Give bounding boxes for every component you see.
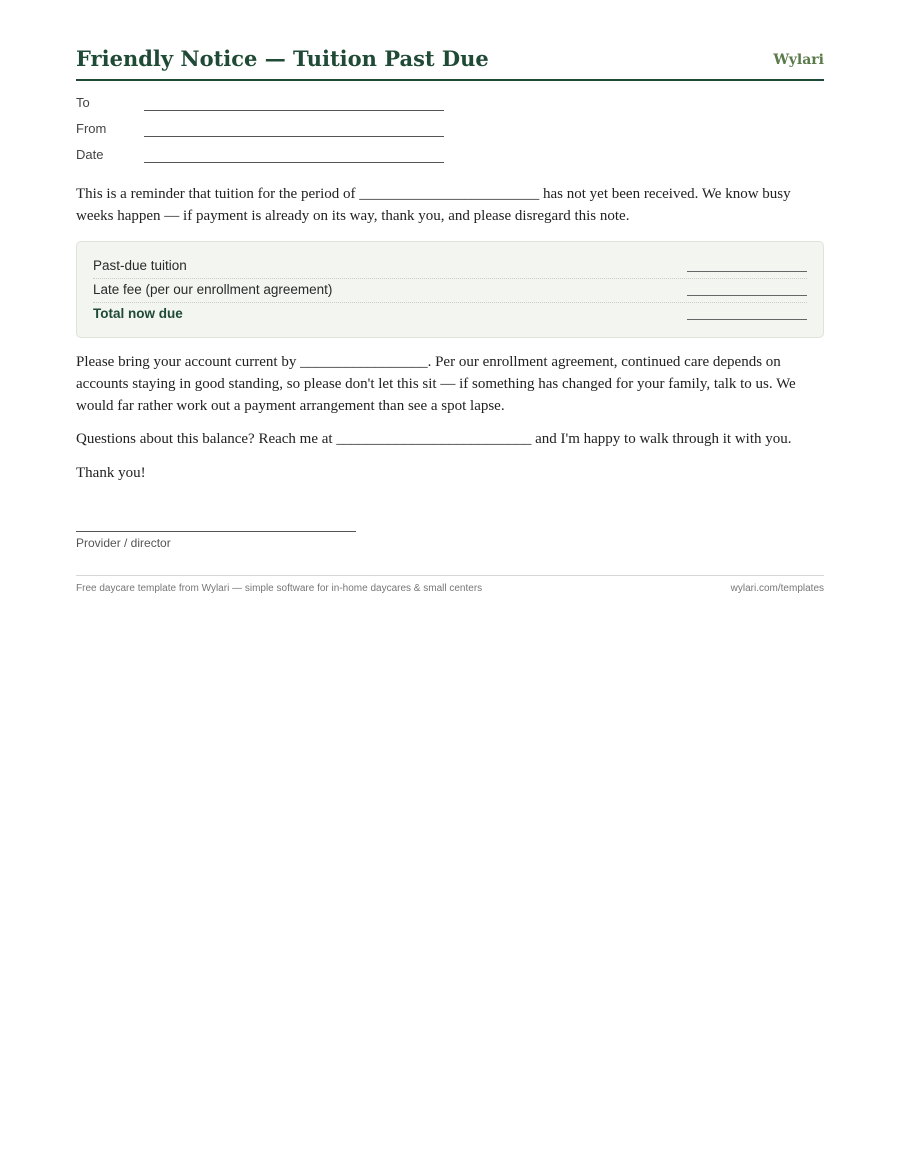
date-field: [76, 147, 446, 167]
past-due-label: Past-due tuition: [93, 258, 187, 273]
date-line[interactable]: [144, 162, 444, 163]
header: [76, 44, 824, 81]
summary-row-total: [93, 302, 807, 326]
from-line[interactable]: [144, 136, 444, 137]
brand-logo: Wylari: [773, 52, 824, 68]
current-text-before: Please bring your account current by: [76, 354, 297, 370]
current-paragraph: [76, 351, 824, 417]
signature-label: Provider / director: [76, 536, 171, 550]
from-field: [76, 121, 446, 141]
intro-paragraph: [76, 183, 824, 227]
contact-blank[interactable]: __________________________: [336, 431, 532, 447]
total-label: Total now due: [93, 306, 183, 321]
past-due-amount-line[interactable]: [687, 271, 807, 272]
page-title: Friendly Notice — Tuition Past Due: [76, 46, 489, 71]
to-field: [76, 95, 446, 115]
to-line[interactable]: [144, 110, 444, 111]
questions-paragraph: [76, 428, 824, 450]
summary-row-past-due: [93, 254, 807, 279]
to-label: To: [76, 95, 90, 110]
period-blank[interactable]: ________________________: [359, 186, 540, 202]
due-date-blank[interactable]: _________________: [300, 354, 428, 370]
thanks-paragraph: Thank you!: [76, 465, 146, 481]
from-label: From: [76, 121, 107, 136]
balance-summary-box: [76, 241, 824, 338]
current-text-after: . Per our enrollment agreement, continued care depends on accounts staying in good standing, so please don't let this sit — if something has changed for your family, talk to us. We would far rather work out a payment arrangement than see a spot lapse.: [76, 354, 796, 414]
questions-text-before: Questions about this balance? Reach me at: [76, 431, 333, 447]
footer: [76, 575, 824, 598]
late-fee-amount-line[interactable]: [687, 295, 807, 296]
intro-text-before: This is a reminder that tuition for the period of: [76, 186, 356, 202]
footer-link[interactable]: wylari.com/templates: [730, 583, 824, 594]
total-amount-line[interactable]: [687, 319, 807, 320]
footer-credit: Free daycare template from Wylari — simple software for in-home daycares & small centers: [76, 583, 483, 594]
date-label: Date: [76, 147, 104, 162]
signature-line[interactable]: [76, 531, 356, 532]
questions-text-after: and I'm happy to walk through it with you.: [535, 431, 792, 447]
summary-row-late-fee: [93, 278, 807, 303]
intro-text-after: has not yet been received. We know busy weeks happen — if payment is already on its way, thank you, and please disregard this note.: [76, 186, 791, 224]
late-fee-label: Late fee (per our enrollment agreement): [93, 282, 333, 297]
